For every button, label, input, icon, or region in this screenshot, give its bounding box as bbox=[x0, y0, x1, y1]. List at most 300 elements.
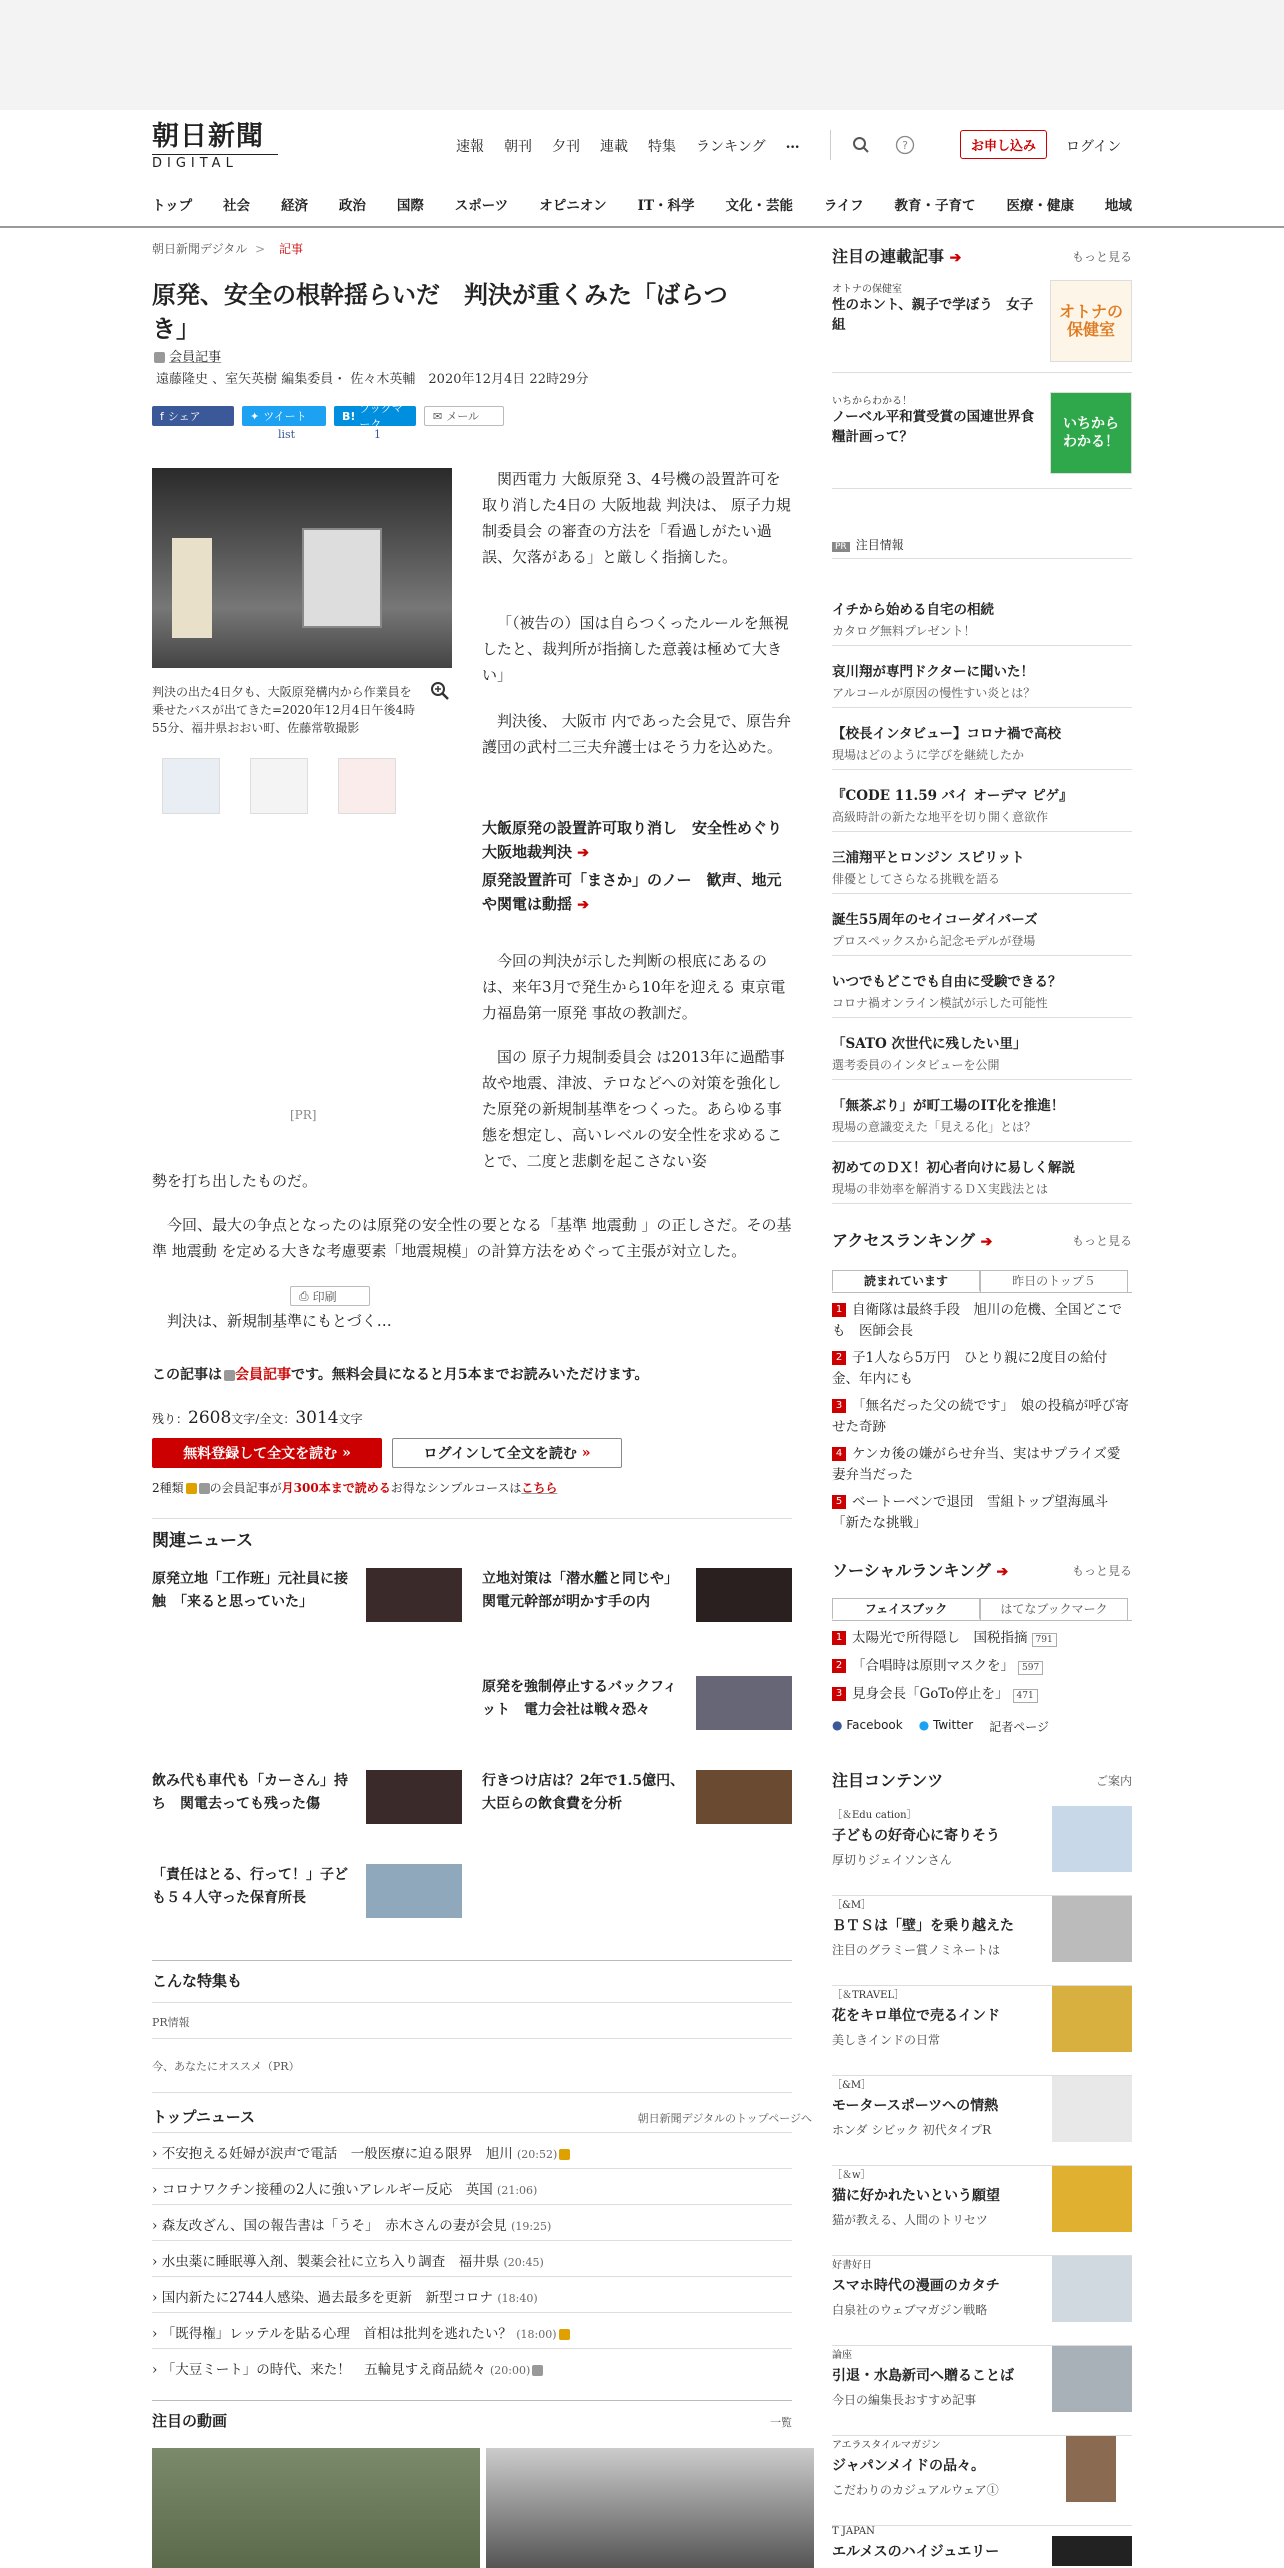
video-thumbnail-train[interactable] bbox=[486, 2448, 814, 2568]
top-ad-banner bbox=[0, 0, 1284, 110]
pr-label-text: 注目情報 bbox=[855, 538, 904, 552]
content-kicker: ［&M］ bbox=[832, 2080, 872, 2091]
double-chevron-icon: » bbox=[342, 1445, 351, 1461]
mail-button[interactable] bbox=[424, 406, 504, 426]
article-title: 原発、安全の根幹揺らいだ 判決が重くみた「ばらつき」 bbox=[152, 280, 728, 343]
nav-more[interactable]: … bbox=[785, 136, 800, 152]
remain-count: 2608 bbox=[188, 1408, 232, 1428]
share-count: 597 bbox=[1018, 1661, 1043, 1675]
top-news-item[interactable]: › 「大豆ミート」の時代、来た！ 五輪見すえ商品続々 (20:00) bbox=[152, 2358, 792, 2378]
zoom-icon[interactable] bbox=[430, 681, 450, 706]
rank-number: 3 bbox=[832, 1687, 846, 1701]
divider bbox=[832, 558, 1132, 559]
series-image-ichikara: いちからわかる！ bbox=[1050, 392, 1132, 474]
rank-number: 5 bbox=[832, 1495, 846, 1509]
top-news-item[interactable]: › 不安抱える妊婦が涙声で電話 一般医療に迫る限界 旭川 (20:52) bbox=[152, 2142, 792, 2162]
access-rank-item[interactable] bbox=[832, 1444, 1132, 1486]
remaining-chars bbox=[152, 1408, 363, 1428]
content-title: 猫に好かれたいという願望 bbox=[832, 2188, 1000, 2204]
series-more-link[interactable]: もっと見る bbox=[1071, 250, 1132, 264]
photo-thumbnails bbox=[162, 758, 396, 814]
nav-yuukan[interactable]: 夕刊 bbox=[552, 139, 580, 155]
social-ranking-heading bbox=[832, 1558, 1132, 1581]
related-news-image bbox=[696, 1676, 792, 1730]
social-rank-item[interactable] bbox=[832, 1628, 1132, 1649]
related-news-image bbox=[696, 1770, 792, 1824]
rank-text: ケンカ後の嫌がらせ弁当、実はサプライズ愛妻弁当だった bbox=[832, 1446, 1121, 1483]
twitter-share-button[interactable] bbox=[242, 406, 326, 426]
reporter-page-link[interactable]: 記者ページ bbox=[989, 1720, 1049, 1734]
related-link-1[interactable] bbox=[482, 816, 792, 865]
cat-sports[interactable]: スポーツ bbox=[454, 198, 509, 214]
member-label[interactable]: 会員記事 bbox=[169, 350, 222, 365]
content-kicker: 好書好日 bbox=[832, 2260, 872, 2271]
pr-info: PR情報 bbox=[152, 2016, 190, 2029]
pr-title: いつでもどこでも自由に受験できる？ bbox=[832, 974, 1062, 990]
article-photo[interactable] bbox=[152, 468, 452, 668]
pr-sub: アルコールが原因の慢性すい炎とは？ bbox=[832, 686, 1036, 700]
content-title: 引退・水島新司へ贈ることば bbox=[832, 2368, 1014, 2384]
remain-label: 残り： bbox=[152, 1412, 189, 1426]
cat-top[interactable]: トップ bbox=[152, 198, 193, 214]
related-link-1-text: 大飯原発の設置許可取り消し 安全性めぐり大阪地裁判決 bbox=[482, 819, 783, 861]
hatena-count[interactable]: 1 bbox=[374, 428, 381, 441]
content-image bbox=[1052, 2076, 1132, 2142]
rank-number: 4 bbox=[832, 1447, 846, 1461]
facebook-icon: f bbox=[160, 409, 164, 423]
notice-text-c: です。無料会員になると月5本までお読みいただけます。 bbox=[291, 1367, 649, 1383]
twitter-icon: ✦ bbox=[250, 409, 260, 423]
facebook-share-button[interactable] bbox=[152, 406, 234, 426]
cat-politics[interactable]: 政治 bbox=[338, 198, 366, 214]
content-title: 花をキロ単位で売るインド bbox=[832, 2008, 1000, 2024]
tab-hatena[interactable]: はてなブックマーク bbox=[980, 1598, 1128, 1620]
rank-number: 3 bbox=[832, 1399, 846, 1413]
divider bbox=[152, 2348, 792, 2349]
twitter-count[interactable]: list bbox=[278, 428, 296, 441]
search-icon[interactable] bbox=[848, 132, 874, 158]
content-title: モータースポーツへの情熱 bbox=[832, 2098, 999, 2114]
pr-title: 「SATO 次世代に残したい里」 bbox=[832, 1036, 1027, 1052]
divider bbox=[152, 2400, 792, 2401]
pr-title: 哀川翔が専門ドクターに聞いた！ bbox=[832, 664, 1034, 680]
pr-item[interactable] bbox=[832, 722, 1132, 770]
course-a: 2種類 bbox=[152, 1481, 184, 1495]
divider bbox=[152, 2312, 792, 2313]
content-card[interactable] bbox=[832, 2256, 1132, 2346]
content-image bbox=[1052, 1986, 1132, 2052]
twitter-link-label: Twitter bbox=[933, 1718, 974, 1732]
pr-title: 「無茶ぶり」が町工場のIT化を推進！ bbox=[832, 1098, 1065, 1114]
pr-title: 誕生55周年のセイコーダイバーズ bbox=[832, 912, 1038, 928]
content-kicker: T JAPAN bbox=[832, 2526, 875, 2537]
divider bbox=[152, 2240, 792, 2241]
pr-sub: プロスペックスから記念モデルが登場 bbox=[832, 934, 1036, 948]
facebook-share-label: シェア bbox=[167, 410, 201, 423]
social-tabs bbox=[832, 1598, 1132, 1621]
pr-item[interactable] bbox=[832, 908, 1132, 956]
pr-badge: PR bbox=[832, 542, 850, 552]
breadcrumb-current: 記事 bbox=[279, 242, 304, 256]
top-news-item[interactable]: › コロナワクチン接種の2人に強いアレルギー反応 英国 (21:06) bbox=[152, 2182, 538, 2198]
series-text: 性のホント、親子で学ぼう 女子組 bbox=[832, 297, 1034, 333]
related-news-item[interactable] bbox=[482, 1770, 792, 1830]
pr-sub: カタログ無料プレゼント！ bbox=[832, 624, 976, 638]
content-image bbox=[1066, 2436, 1116, 2502]
thumbnail-chart[interactable] bbox=[250, 758, 308, 814]
content-card[interactable] bbox=[832, 1896, 1132, 1986]
mail-icon: ✉ bbox=[433, 409, 443, 423]
double-chevron-icon: » bbox=[581, 1445, 591, 1461]
access-ranking-title: アクセスランキング bbox=[832, 1231, 976, 1250]
site-header bbox=[0, 110, 1284, 228]
nav-ranking[interactable]: ランキング bbox=[696, 139, 766, 155]
header-divider bbox=[830, 130, 831, 160]
cat-opinion[interactable]: オピニオン bbox=[539, 198, 607, 214]
nav-sokuho[interactable]: 速報 bbox=[456, 139, 484, 155]
content-sub: 猫が教える、人間のトリセツ bbox=[832, 2213, 988, 2227]
login-read-label: ログインして全文を読む bbox=[423, 1446, 577, 1462]
pr-sub: 高級時計の新たな地平を切り開く意欲作 bbox=[832, 810, 1049, 824]
related-news-text: 「責任はとる、行って！」子ども５４人守った保育所長 bbox=[152, 1867, 348, 1906]
top-news-text: 国内新たに2744人感染、過去最多を更新 新型コロナ bbox=[161, 2290, 494, 2306]
course-d: お得なシンプルコースは bbox=[390, 1481, 522, 1495]
cat-society[interactable]: 社会 bbox=[223, 198, 251, 214]
series-text: ノーベル平和賞受賞の国連世界食糧計画って？ bbox=[832, 409, 1035, 445]
content-image bbox=[1052, 2166, 1132, 2232]
top-news-text: 「大豆ミート」の時代、来た！ 五輪見すえ商品続々 bbox=[161, 2362, 486, 2378]
pr-item[interactable] bbox=[832, 1156, 1132, 1204]
related-news-image bbox=[696, 1568, 792, 1622]
content-kicker: ［＆w］ bbox=[832, 2170, 871, 2181]
pr-title: 【校長インタビュー】コロナ禍で高校 bbox=[832, 726, 1061, 742]
series-image-hokenshitsu: オトナの保健室 bbox=[1050, 280, 1132, 362]
content-sub: 白泉社のウェブマガジン戦略 bbox=[832, 2303, 988, 2317]
top-news-time: (21:06) bbox=[497, 2184, 538, 2197]
mail-label: メール bbox=[446, 410, 479, 423]
lock-icon bbox=[559, 2149, 570, 2160]
rank-text: ベートーベンで退団 雪組トップ望海風斗「新たな挑戦」 bbox=[832, 1494, 1109, 1531]
access-tabs bbox=[832, 1270, 1132, 1293]
cat-economy[interactable]: 経済 bbox=[280, 198, 308, 214]
rank-text: 見身会長「GoTo停止を」 bbox=[852, 1686, 1009, 1702]
remain-unit: 文字 bbox=[338, 1412, 363, 1426]
content-title: ジャパンメイドの品々。 bbox=[832, 2458, 986, 2474]
breadcrumb bbox=[152, 240, 303, 257]
series-item[interactable] bbox=[832, 280, 1132, 339]
print-icon: ⎙ bbox=[299, 1288, 309, 1303]
content-kicker: ［＆Edu cation］ bbox=[832, 1810, 917, 1821]
register-to-read-button[interactable] bbox=[152, 1438, 382, 1468]
paragraph-5-cont: 勢を打ち出したものだ。 bbox=[152, 1172, 318, 1190]
top-news-item[interactable]: › 「既得権」レッテルを貼る心理 首相は批判を逃れたい？ (18:00) bbox=[152, 2322, 792, 2342]
related-news-text: 飲み代も車代も「カーさん」持ち 関電去っても残った傷 bbox=[152, 1773, 348, 1812]
content-image bbox=[1052, 2536, 1132, 2566]
content-card[interactable] bbox=[832, 2526, 1132, 2568]
top-news-time: (20:45) bbox=[503, 2256, 544, 2269]
rank-text: 子1人なら5万円 ひとり親に2度目の給付金、年内にも bbox=[832, 1350, 1108, 1387]
top-news-time: (18:40) bbox=[497, 2292, 538, 2305]
share-count: 791 bbox=[1032, 1633, 1057, 1647]
related-news-image bbox=[366, 1770, 462, 1824]
hatena-bookmark-button[interactable] bbox=[334, 402, 416, 431]
pr-item[interactable] bbox=[832, 970, 1132, 1018]
pr-sub: コロナ禍オンライン模試が示した可能性 bbox=[832, 996, 1048, 1010]
content-title: 子どもの好奇心に寄りそう bbox=[832, 1828, 1000, 1844]
content-kicker: ［＆TRAVEL］ bbox=[832, 1990, 905, 2001]
content-card[interactable] bbox=[832, 2166, 1132, 2256]
content-sub: 美しきインドの日常 bbox=[832, 2033, 941, 2047]
content-card[interactable] bbox=[832, 2076, 1132, 2166]
arrow-icon: ➔ bbox=[577, 897, 589, 913]
tab-facebook[interactable]: フェイスブック bbox=[832, 1598, 980, 1620]
notice-member[interactable]: 会員記事 bbox=[235, 1367, 291, 1383]
paragraph-7: 判決は、新規制基準にもとづく… bbox=[167, 1312, 392, 1330]
facebook-link[interactable] bbox=[832, 1718, 903, 1735]
remain-total-label: 文字/全文： bbox=[231, 1412, 296, 1426]
top-news-time: (19:25) bbox=[511, 2220, 552, 2233]
paywall-notice bbox=[152, 1364, 649, 1384]
related-news-text: 原発を強制停止するバックフィット 電力会社は戦々恐々 bbox=[482, 1679, 677, 1718]
pr-section-label bbox=[832, 536, 904, 553]
top-news-time: (20:00) bbox=[490, 2364, 531, 2377]
top-news-text: 不安抱える妊婦が涙声で電話 一般医療に迫る限界 旭川 bbox=[161, 2146, 513, 2162]
top-news-item[interactable]: › 国内新たに2744人感染、過去最多を更新 新型コロナ (18:40) bbox=[152, 2290, 538, 2306]
notice-text-a: この記事は bbox=[152, 1367, 222, 1383]
top-news-text: 森友改ざん、国の報告書は「うそ」 赤木さんの妻が会見 bbox=[161, 2218, 507, 2234]
twitter-share-label: ツイート bbox=[263, 410, 307, 423]
paragraph-1: 関西電力 大飯原発 3、4号機の設置許可を取り消した4日の 大阪地裁 判決は、 原子力規制委員会 の審査の方法を「看過しがたい過誤、欠落がある」と厳しく指摘した。 bbox=[482, 470, 791, 566]
pr-label: [PR] bbox=[290, 1108, 317, 1122]
member-badge bbox=[152, 346, 221, 365]
top-news-text: コロナワクチン接種の2人に強いアレルギー反応 英国 bbox=[161, 2182, 493, 2198]
access-rank-item[interactable] bbox=[832, 1396, 1132, 1438]
related-news-image bbox=[366, 1864, 462, 1918]
pr-title: イチから始める自宅の相続 bbox=[832, 602, 994, 618]
rank-text: 「合唱時は原則マスクを」 bbox=[852, 1658, 1014, 1674]
pr-item[interactable] bbox=[832, 598, 1132, 646]
related-news-text: 原発立地「工作班」元社員に接触 「来ると思っていた」 bbox=[152, 1571, 348, 1610]
access-rank-item[interactable] bbox=[832, 1300, 1132, 1342]
content-sub: ホンダ シビック 初代タイプR bbox=[832, 2123, 992, 2137]
related-news-title: 関連ニュース bbox=[152, 1531, 254, 1551]
lock-icon bbox=[154, 352, 165, 363]
thumbnail-diagram[interactable] bbox=[338, 758, 396, 814]
share-count: 471 bbox=[1013, 1689, 1038, 1703]
access-rank-item[interactable] bbox=[832, 1492, 1132, 1534]
related-news-item[interactable] bbox=[482, 1568, 792, 1628]
photo-caption: 判決の出た4日夕も、大阪原発構内から作業員を乗せたバスが出てきた=2020年12月4日午後4時55分、福井県おおい町、佐藤常敬撮影 bbox=[152, 685, 416, 735]
lock-icon bbox=[559, 2329, 570, 2340]
top-page-link[interactable]: 朝日新聞デジタルのトップページへ bbox=[637, 2112, 812, 2125]
facebook-link-label: Facebook bbox=[846, 1718, 903, 1732]
top-news-title: トップニュース bbox=[152, 2108, 256, 2126]
content-title: スマホ時代の漫画のカタチ bbox=[832, 2278, 1000, 2294]
course-c: 月300本まで読める bbox=[281, 1481, 391, 1495]
total-count: 3014 bbox=[295, 1408, 339, 1428]
rank-number: 2 bbox=[832, 1351, 846, 1365]
features-title: こんな特集も bbox=[152, 1972, 243, 1990]
rank-number: 1 bbox=[832, 1631, 846, 1645]
photo-guard-booth bbox=[172, 538, 212, 638]
pr-sub: 選考委員のインタビューを公開 bbox=[832, 1058, 1000, 1072]
pr-item[interactable] bbox=[832, 1032, 1132, 1080]
pr-item[interactable] bbox=[832, 660, 1132, 708]
access-more-link[interactable]: もっと見る bbox=[1071, 1234, 1132, 1248]
print-button[interactable] bbox=[290, 1286, 370, 1306]
series-title: 注目の連載記事 bbox=[832, 247, 945, 266]
video-thumbnail-goat[interactable] bbox=[152, 2448, 480, 2568]
cat-international[interactable]: 国際 bbox=[396, 198, 424, 214]
contents-heading bbox=[832, 1768, 1132, 1791]
svg-text:?: ? bbox=[902, 139, 908, 152]
pr-sub: 現場の非効率を解消するＤＸ実践法とは bbox=[832, 1182, 1049, 1196]
content-image bbox=[1052, 1806, 1132, 1872]
facebook-icon: ● bbox=[832, 1718, 843, 1732]
related-news-item[interactable] bbox=[482, 1676, 792, 1736]
site-logo[interactable] bbox=[152, 122, 282, 171]
rank-text: 自衛隊は最終手段 旭川の危機、全国どこでも 医師会長 bbox=[832, 1302, 1122, 1339]
top-news-item[interactable]: › 森友改ざん、国の報告書は「うそ」 赤木さんの妻が会見 (19:25) bbox=[152, 2218, 552, 2234]
paragraph-3: 判決後、 大阪市 内であった会見で、原告弁護団の武村二三夫弁護士はそう力を込めた。 bbox=[482, 712, 792, 756]
social-ranking-title: ソーシャルランキング bbox=[832, 1561, 991, 1580]
content-card[interactable] bbox=[832, 2346, 1132, 2436]
pr-item[interactable] bbox=[832, 846, 1132, 894]
lock-icon bbox=[532, 2365, 543, 2376]
top-nav bbox=[456, 136, 800, 156]
pr-sub: 俳優としてさらなる挑戦を語る bbox=[832, 872, 1001, 886]
breadcrumb-sep: > bbox=[255, 242, 266, 256]
tab-yesterday-top5[interactable]: 昨日のトップ５ bbox=[980, 1270, 1128, 1292]
related-news-image bbox=[366, 1568, 462, 1622]
lock-icon bbox=[224, 1370, 235, 1381]
breadcrumb-home[interactable]: 朝日新聞デジタル bbox=[152, 242, 248, 256]
contents-guide-link[interactable]: ご案内 bbox=[1095, 1774, 1132, 1788]
divider bbox=[152, 2038, 792, 2039]
cat-education[interactable]: 教育・子育て bbox=[894, 198, 976, 214]
content-sub: 今日の編集長おすすめ記事 bbox=[832, 2393, 977, 2407]
content-image bbox=[1052, 1896, 1132, 1962]
content-sub: 厚切りジェイソンさん bbox=[832, 1853, 952, 1867]
top-news-time: (20:52) bbox=[517, 2148, 558, 2161]
arrow-icon: ➔ bbox=[996, 1564, 1009, 1580]
social-rank-item[interactable] bbox=[832, 1684, 1132, 1705]
logo-main: 朝日新聞 bbox=[152, 121, 264, 152]
access-rank-item[interactable] bbox=[832, 1348, 1132, 1390]
content-card[interactable] bbox=[832, 2436, 1132, 2526]
rank-number: 2 bbox=[832, 1659, 846, 1673]
paragraph-4: 今回の判決が示した判断の根底にあるのは、来年3月で発生から10年を迎える 東京電力福島第一原発 事故の教訓だ。 bbox=[482, 952, 786, 1022]
rank-number: 1 bbox=[832, 1303, 846, 1317]
divider bbox=[152, 2276, 792, 2277]
rank-text: 「無名だった父の続です」 娘の投稿が呼び寄せた奇跡 bbox=[832, 1398, 1129, 1435]
social-links bbox=[832, 1718, 1049, 1735]
divider bbox=[152, 2132, 792, 2133]
nav-tokushu[interactable]: 特集 bbox=[648, 139, 676, 155]
access-ranking-heading bbox=[832, 1228, 1132, 1251]
twitter-icon: ● bbox=[918, 1718, 930, 1732]
top-news-time: (18:00) bbox=[516, 2328, 557, 2341]
login-link[interactable]: ログイン bbox=[1066, 139, 1122, 155]
related-news-item[interactable] bbox=[152, 1770, 462, 1830]
logo-sub: DIGITAL bbox=[152, 154, 278, 171]
related-news-item[interactable] bbox=[152, 1568, 462, 1628]
related-link-2-text: 原発設置許可「まさか」のノー 歓声、地元や関電は動揺 bbox=[482, 871, 782, 913]
cat-it-science[interactable]: IT・科学 bbox=[637, 198, 695, 214]
divider bbox=[152, 2168, 792, 2169]
pr-title: 『CODE 11.59 バイ オーデマ ピゲ』 bbox=[832, 788, 1073, 804]
course-link[interactable]: こちら bbox=[521, 1481, 558, 1495]
cat-region[interactable]: 地域 bbox=[1104, 198, 1132, 214]
cat-life[interactable]: ライフ bbox=[823, 198, 864, 214]
apply-button[interactable]: お申し込み bbox=[960, 130, 1047, 159]
arrow-icon: ➔ bbox=[949, 250, 962, 266]
top-news-text: 「既得権」レッテルを貼る心理 首相は批判を逃れたい？ bbox=[161, 2326, 512, 2342]
content-sub: 注目のグラミー賞ノミネートは bbox=[832, 1943, 1001, 1957]
content-kicker: アエラスタイルマガジン bbox=[832, 2440, 941, 2451]
category-nav bbox=[152, 194, 1132, 214]
top-news-text: 水虫薬に睡眠導入剤、製薬会社に立ち入り調査 福井県 bbox=[161, 2254, 500, 2270]
divider bbox=[152, 2092, 792, 2093]
divider bbox=[152, 1960, 792, 1961]
arrow-icon: ➔ bbox=[980, 1234, 993, 1250]
social-more-link[interactable]: もっと見る bbox=[1071, 1564, 1132, 1578]
related-news-text: 立地対策は「潜水艦と同じや」関電元幹部が明かす手の内 bbox=[482, 1571, 678, 1610]
top-news-item[interactable]: › 水虫薬に睡眠導入剤、製薬会社に立ち入り調査 福井県 (20:45) bbox=[152, 2254, 544, 2270]
cat-health[interactable]: 医療・健康 bbox=[1006, 198, 1074, 214]
paragraph-6: 今回、最大の争点となったのは原発の安全性の要となる「基準 地震動 」の正しさだ。その基準 地震動 を定める大きな考慮要素「地震規模」の計算方法をめぐって主張が対立した。 bbox=[152, 1216, 792, 1260]
series-item[interactable] bbox=[832, 392, 1132, 450]
related-news-item[interactable] bbox=[152, 1864, 462, 1924]
videos-list-link[interactable]: 一覧 bbox=[770, 2416, 792, 2429]
recommend-pr: 今、あなたにオススメ（PR） bbox=[152, 2060, 300, 2073]
paragraph-5: 国の 原子力規制委員会 は2013年に過酷事故や地震、津波、テロなどへの対策を強化した原発の新規制基準をつくった。あらゆる事態を想定し、高いレベルの安全性を求めることで、二度と悲劇を起こさない姿 bbox=[482, 1048, 785, 1170]
lock-icon bbox=[199, 1483, 210, 1494]
related-news-text: 行きつけ店は？2年で1.5億円、大臣らの飲食費を分析 bbox=[482, 1773, 685, 1812]
nav-choukan[interactable]: 朝刊 bbox=[504, 139, 532, 155]
series-kicker: いちからわかる！ bbox=[832, 396, 912, 407]
nav-rensai[interactable]: 連載 bbox=[600, 139, 628, 155]
series-heading bbox=[832, 244, 1132, 267]
related-link-2[interactable] bbox=[482, 868, 792, 917]
content-card[interactable] bbox=[832, 1986, 1132, 2076]
pr-item[interactable] bbox=[832, 784, 1132, 832]
divider bbox=[832, 372, 1132, 373]
divider bbox=[152, 1518, 792, 1519]
tab-most-read[interactable]: 読まれています bbox=[832, 1270, 980, 1292]
thumbnail-map[interactable] bbox=[162, 758, 220, 814]
register-label: 無料登録して全文を読む bbox=[183, 1446, 338, 1462]
content-card[interactable] bbox=[832, 1806, 1132, 1896]
pr-item[interactable] bbox=[832, 1094, 1132, 1142]
arrow-icon: ➔ bbox=[577, 845, 589, 861]
pr-title: 初めてのＤＸ！初心者向けに易しく解説 bbox=[832, 1160, 1075, 1176]
help-icon[interactable] bbox=[892, 132, 918, 158]
lock-icon bbox=[186, 1483, 197, 1494]
content-title: ＢＴＳは「壁」を乗り越えた bbox=[832, 1918, 1014, 1934]
byline: 遠藤隆史 、室矢英樹 編集委員・ 佐々木英輔 2020年12月4日 22時29分 bbox=[156, 372, 589, 387]
login-to-read-button[interactable] bbox=[392, 1438, 622, 1468]
contents-title: 注目コンテンツ bbox=[832, 1771, 944, 1790]
cat-culture[interactable]: 文化・芸能 bbox=[725, 198, 793, 214]
twitter-link[interactable] bbox=[919, 1718, 974, 1735]
divider bbox=[832, 488, 1132, 489]
series-kicker: オトナの保健室 bbox=[832, 284, 902, 295]
content-image bbox=[1052, 2346, 1132, 2412]
social-rank-item[interactable] bbox=[832, 1656, 1132, 1677]
content-sub: こだわりのカジュアルウェア① bbox=[832, 2483, 999, 2497]
print-label: 印刷 bbox=[312, 1289, 337, 1304]
